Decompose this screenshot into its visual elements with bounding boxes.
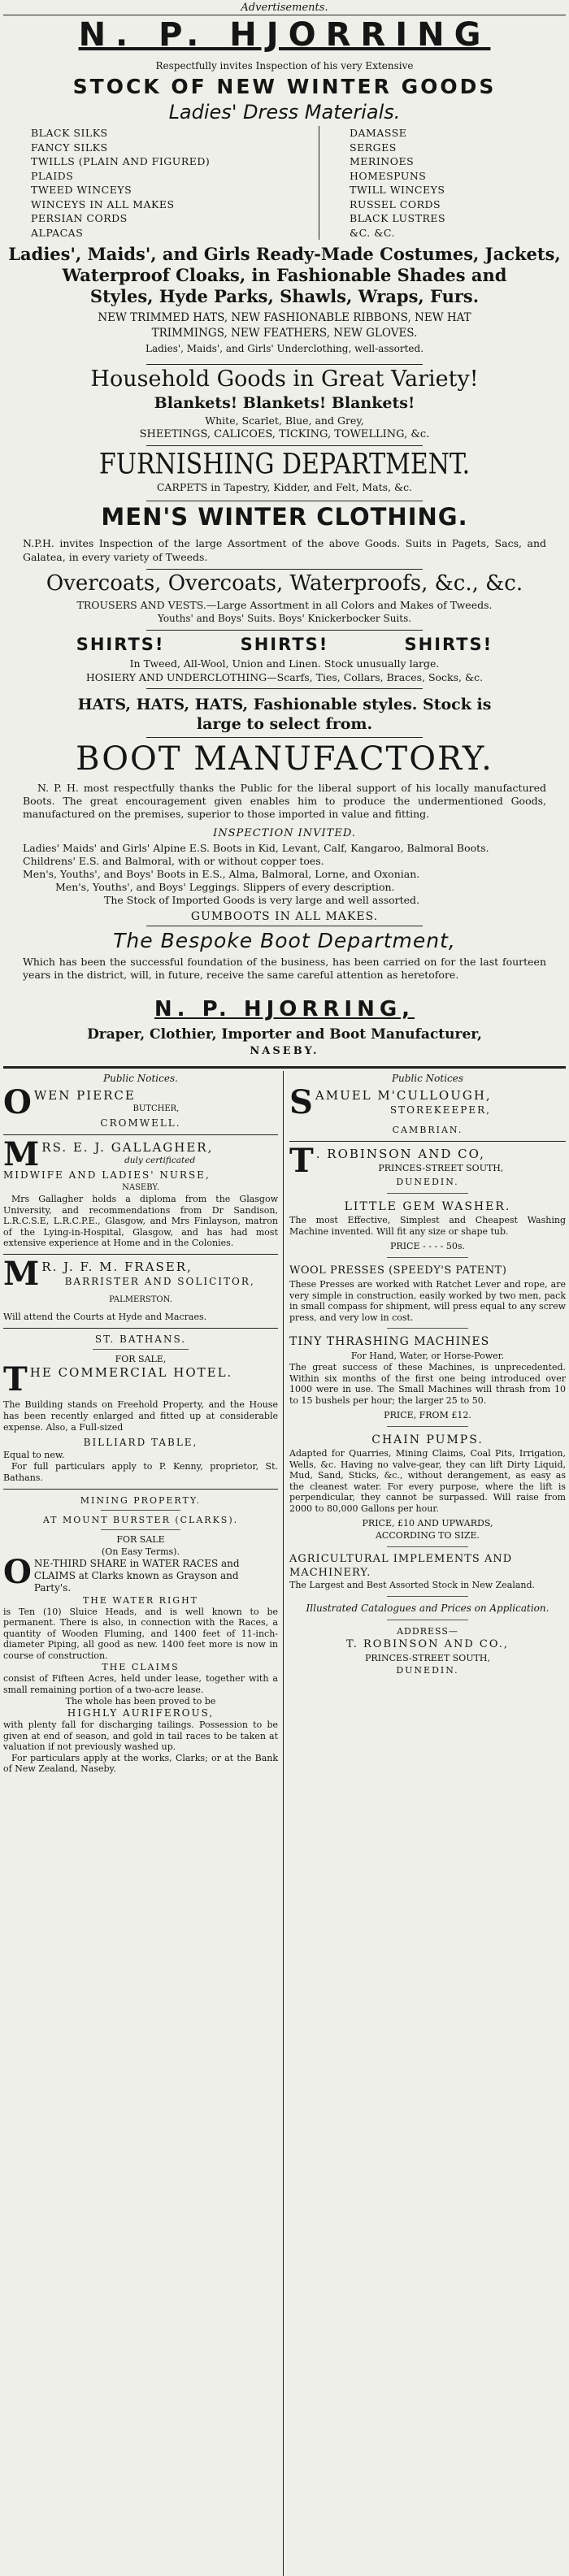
owen-pierce-ad — [3, 1083, 278, 1130]
stock-heading: STOCK OF NEW WINTER GOODS — [72, 75, 497, 98]
drop-cap: M — [3, 1254, 40, 1293]
underclothing-line: Ladies', Maids', and Girls' Underclothing, well-assorted. — [145, 343, 424, 354]
ad-divider — [289, 1141, 566, 1142]
clothing-block — [0, 501, 569, 533]
list-item: DAMASSE — [350, 127, 407, 139]
list-item: TWILL WINCEYS — [350, 184, 445, 196]
address-city: DUNEDIN. — [396, 1664, 459, 1676]
water-right: THE WATER RIGHT — [82, 1594, 199, 1606]
hats-fashion-block — [0, 695, 569, 734]
hotel-place: ST. BATHANS. — [94, 1333, 187, 1345]
equal-line: Equal to new. — [3, 1449, 65, 1460]
clothing-heading: MEN'S WINTER CLOTHING. — [101, 503, 468, 531]
dress-right-list — [350, 126, 545, 240]
gallagher-place: NASEBY. — [122, 1183, 159, 1192]
thrashing-heading: TINY THRASHING MACHINES — [289, 1335, 490, 1348]
left-column-head: Public Notices. — [103, 1073, 178, 1084]
fraser-body: Will attend the Courts at Hyde and Macraes. — [3, 1311, 207, 1322]
thrashing-sub: For Hand, Water, or Horse-Power. — [350, 1351, 505, 1361]
boot-line: Men's, Youths', and Boys' Boots in E.S., Alma, Balmoral, Lorne, and Oxonian. — [23, 868, 420, 880]
blankets-line: Blankets! Blankets! Blankets! — [154, 394, 415, 412]
overcoats-heading: Overcoats, Overcoats, Waterproofs, &c., &c. — [46, 571, 523, 596]
dress-left-list — [31, 126, 291, 240]
robinson-ad — [289, 1142, 566, 1188]
ad-divider — [3, 1328, 278, 1329]
fraser-ad — [3, 1254, 278, 1323]
gumboots-line: GUMBOOTS IN ALL MAKES. — [190, 910, 379, 923]
thrashing-price: PRICE, FROM £12. — [384, 1410, 471, 1420]
mining-heading: MINING PROPERTY. — [80, 1494, 202, 1506]
thrashing-body: The great success of these Machines, is unprecedented. Within six months of the first one being introduced over 1000 were in use. The Small Machines will thrash from 10 to 15 bushels per hour; the larger 25 to 50. — [289, 1362, 566, 1406]
signature-place: NASEBY. — [250, 1045, 319, 1057]
boot-body: N. P. H. most respectfully thanks the Public for the liberal support of his locally manufactured Boots. The great encouragement given enables him to produce the undermentioned Goods, manufactured on the premises, superior to those imported in value and fitting. — [23, 782, 546, 820]
robinson-name: . ROBINSON AND CO, — [315, 1147, 485, 1161]
gallagher-ad — [3, 1135, 278, 1249]
mining-tail: with plenty fall for discharging tailings. Possession to be given at end of season, and gold in tail races to be taken at valuation if not previously washed up. — [3, 1720, 278, 1752]
ready-made-line: Styles, Hyde Parks, Shawls, Wraps, Furs. — [89, 286, 480, 306]
hosiery-line: HOSIERY AND UNDERCLOTHING—Scarfs, Ties, Collars, Braces, Socks, &c. — [85, 671, 484, 683]
section-rule — [146, 630, 423, 631]
mining-ad — [3, 1494, 278, 1775]
hotel-for-sale: FOR SALE, — [115, 1353, 167, 1364]
hats-line: NEW TRIMMED HATS, NEW FASHIONABLE RIBBONS, NEW HAT — [98, 311, 471, 324]
mining-name: NE-THIRD SHARE in WATER RACES and CLAIMS at Clarks known as Grayson and Party's. — [33, 1557, 240, 1594]
auriferous-line: HIGHLY AURIFEROUS, — [67, 1707, 215, 1719]
boot-line: Men's, Youths', and Boys' Leggings. Slippers of every description. — [55, 881, 395, 893]
list-item: RUSSEL CORDS — [350, 197, 441, 210]
address-street: PRINCES-STREET SOUTH, — [364, 1652, 491, 1663]
drop-cap: O — [3, 1552, 32, 1591]
mining-where: AT MOUNT BURSTER (CLARKS). — [42, 1514, 239, 1525]
hotel-ad — [3, 1334, 278, 1484]
double-rule — [3, 1066, 566, 1069]
column-divider — [283, 1071, 284, 2576]
hotel-body: The Building stands on Freehold Property, and the House has been recently enlarged and fitted up at considerable expense. Also, a Full-sized — [3, 1399, 278, 1433]
mccullough-name: AMUEL M'CULLOUGH, — [315, 1088, 492, 1103]
gem-heading: LITTLE GEM WASHER. — [344, 1200, 511, 1213]
hats-fashion-line: HATS, HATS, HATS, Fashionable styles. Stock is — [77, 696, 492, 713]
left-column — [3, 1073, 278, 1775]
pumps-size: ACCORDING TO SIZE. — [375, 1530, 480, 1541]
ad-divider — [387, 1426, 468, 1427]
clothing-body: N.P.H. invites Inspection of the large Assortment of the above Goods. Suits in Pagets, Sacs, and Galatea, in every variety of Tweeds. — [23, 537, 546, 563]
list-item: &C. &C. — [350, 226, 395, 239]
list-item: BLACK LUSTRES — [350, 212, 446, 224]
right-column — [289, 1073, 566, 1676]
ready-made-line: Waterproof Cloaks, in Fashionable Shades and — [62, 265, 507, 285]
owen-trade: BUTCHER, — [132, 1104, 180, 1113]
hats-block — [0, 310, 569, 357]
mining-for-sale: FOR SALE — [116, 1533, 165, 1545]
gallagher-name: RS. E. J. GALLAGHER, — [41, 1140, 214, 1155]
bespoke-body: Which has been the successful foundation of the business, has been carried on for the last fourteen years in the district, will, in future, receive the same careful attention as heretofore. — [23, 956, 546, 981]
ad-divider — [93, 1349, 189, 1350]
overcoats-block — [0, 569, 569, 625]
list-item: FANCY SILKS — [31, 141, 108, 154]
billiard-line: BILLIARD TABLE, — [83, 1436, 198, 1448]
drop-cap: T — [289, 1142, 314, 1180]
owen-place: CROMWELL. — [100, 1117, 181, 1129]
claims-body: consist of Fifteen Acres, held under lease, together with a small remaining portion of a two-acre lease. — [3, 1673, 278, 1695]
fraser-title: BARRISTER AND SOLICITOR, — [64, 1275, 255, 1287]
furnishing-heading: FURNISHING DEPARTMENT. — [98, 448, 471, 481]
drop-cap: S — [289, 1083, 313, 1121]
mccullough-place: CAMBRIAN. — [392, 1125, 463, 1135]
mining-particulars: For particulars apply at the works, Clarks; or at the Bank of New Zealand, Naseby. — [3, 1752, 278, 1774]
drop-cap: O — [3, 1083, 32, 1121]
household-heading: Household Goods in Great Variety! — [90, 366, 479, 392]
catalogues-line: Illustrated Catalogues and Prices on Application. — [306, 1602, 549, 1614]
mining-body: is Ten (10) Sluice Heads, and is well known to be permanent. There is also, in connection with the Races, a quantity of Wooden Fluming, and 1400 feet of 11-inch-diameter Piping, all good as new. 1400 feet more is now in course of construction. — [3, 1606, 278, 1661]
bespoke-heading: The Bespoke Boot Department, — [113, 929, 456, 952]
address-label: ADDRESS— — [397, 1625, 458, 1637]
household-block — [0, 366, 569, 442]
list-item: PLAIDS — [31, 169, 74, 182]
gem-body: The most Effective, Simplest and Cheapest Washing Machine invented. Will fit any size or shape tub. — [289, 1215, 566, 1237]
hats-line: TRIMMINGS, NEW FEATHERS, NEW GLOVES. — [151, 327, 418, 340]
robinson-city: DUNEDIN. — [396, 1177, 459, 1187]
list-item: HOMESPUNS — [350, 169, 427, 182]
list-item: PERSIAN CORDS — [31, 212, 128, 224]
list-item: ALPACAS — [31, 226, 84, 239]
drop-cap: M — [3, 1135, 40, 1173]
list-item: SERGES — [350, 141, 397, 154]
signature-name: N. P. HJORRING, — [154, 997, 415, 1021]
boot-line: Ladies' Maids' and Girls' Alpine E.S. Boots in Kid, Levant, Calf, Kangaroo, Balmoral Boots. — [23, 842, 489, 854]
invite-line: Respectfully invites Inspection of his very Extensive — [155, 60, 414, 72]
pumps-body: Adapted for Quarries, Mining Claims, Coal Pits, Irrigation, Wells, &c. Having no valve-gear, they can lift Dirty Liquid, Mud, Sand, Sticks, &c., without derangement, as easy as the cleanest water. For every purpose, where the lift is perpendicular, they cannot be surpassed. Will raise from 2000 to 80,000 Gallons per hour. — [289, 1448, 566, 1514]
robinson-street: PRINCES-STREET SOUTH, — [378, 1163, 504, 1173]
mccullough-ad — [289, 1083, 566, 1136]
ad-divider — [387, 1257, 468, 1258]
boot-lines — [23, 842, 546, 907]
mining-terms: (On Easy Terms). — [102, 1546, 180, 1557]
presses-heading: WOOL PRESSES (SPEEDY'S PATENT) — [289, 1264, 507, 1277]
ad-divider — [101, 1510, 180, 1511]
mccullough-trade: STOREKEEPER, — [389, 1104, 491, 1116]
masthead: Advertisements. — [241, 2, 328, 14]
ad-divider — [3, 1254, 278, 1255]
youths-line: Youths' and Boys' Suits. Boys' Knickerbocker Suits. — [157, 613, 412, 624]
list-item: BLACK SILKS — [31, 127, 108, 139]
list-item: TWEED WINCEYS — [31, 184, 132, 196]
ad-divider — [3, 1489, 278, 1490]
list-item: WINCEYS IN ALL MAKES — [31, 197, 175, 210]
fraser-name: R. J. F. M. FRASER, — [41, 1259, 193, 1274]
furnishing-block — [0, 449, 569, 494]
dress-heading: Ladies' Dress Materials. — [168, 101, 401, 124]
presses-body: These Presses are worked with Ratchet Lever and rope, are very simple in construction, easily worked by two men, pack in small compass for shipment, will press equal to any screw press, and very low in cost. — [289, 1279, 566, 1323]
sheetings-line: SHEETINGS, CALICOES, TICKING, TOWELLING, &c. — [139, 428, 430, 440]
gallagher-body: Mrs Gallagher holds a diploma from the Glasgow University, and recommendations from Dr Sandison, L.R.C.S.E, L.R.C.P.E., Glasgow, and Mrs Finlayson, matron of the Lying-in-Hospital, Glasgow, and has had most extensive experience at Home and in the Colonies. — [3, 1194, 278, 1248]
gallagher-cert: duly certificated — [124, 1156, 196, 1165]
agri-body: The Largest and Best Assorted Stock in New Zealand. — [289, 1580, 536, 1590]
hotel-name: HE COMMERCIAL HOTEL. — [29, 1364, 233, 1380]
ready-made-line: Ladies', Maids', and Girls Ready-Made Costumes, Jackets, — [8, 244, 561, 264]
carpets-line: CARPETS in Tapestry, Kidder, and Felt, Mats, &c. — [156, 481, 413, 493]
fraser-place: PALMERSTON. — [109, 1295, 172, 1304]
ad-divider — [387, 1596, 468, 1597]
hats-fashion-line: large to select from. — [196, 715, 373, 733]
blanket-colors: White, Scarlet, Blue, and Grey, — [205, 414, 364, 427]
gem-price: PRICE - - - - 50s. — [390, 1241, 465, 1251]
pumps-price: PRICE, £10 AND UPWARDS, — [362, 1518, 493, 1529]
claims-heading: THE CLAIMS — [102, 1662, 180, 1672]
boot-line: Childrens' E.S. and Balmoral, with or without copper toes. — [23, 855, 324, 867]
trousers-line: TROUSERS AND VESTS.—Large Assortment in all Colors and Makes of Tweeds. — [76, 599, 493, 611]
shirts-line: In Tweed, All-Wool, Union and Linen. Stock unusually large. — [129, 657, 440, 670]
hotel-particulars: For full particulars apply to P. Kenny, proprietor, St. Bathans. — [3, 1460, 278, 1483]
ad-divider — [387, 1328, 468, 1329]
signature-trade: Draper, Clothier, Importer and Boot Manufacturer, — [87, 1026, 482, 1043]
list-item: MERINOES — [350, 155, 415, 167]
address-name: T. ROBINSON AND CO., — [345, 1637, 510, 1650]
boot-line: The Stock of Imported Goods is very large and well assorted. — [104, 894, 420, 906]
section-rule — [146, 688, 423, 689]
ad-divider — [3, 1134, 278, 1135]
pumps-heading: CHAIN PUMPS. — [371, 1433, 484, 1446]
agri-heading: AGRICULTURAL IMPLEMENTS AND MACHINERY. — [289, 1553, 513, 1579]
ad-divider — [101, 1529, 180, 1530]
firm-name: N. P. HJORRING — [78, 16, 491, 54]
proven-line: The whole has been proved to be — [65, 1696, 216, 1706]
ad-divider — [387, 1546, 468, 1547]
ready-made-block — [0, 244, 569, 307]
gallagher-title: MIDWIFE AND LADIES' NURSE, — [3, 1169, 211, 1181]
boot-heading: BOOT MANUFACTORY. — [76, 740, 493, 778]
section-rule — [146, 364, 423, 365]
inspection-line: INSPECTION INVITED. — [213, 827, 356, 839]
owen-name: WEN PIERCE — [33, 1088, 136, 1103]
right-column-head: Public Notices — [391, 1073, 464, 1084]
drop-cap: T — [3, 1360, 28, 1399]
shirts-heading: SHIRTS! SHIRTS! SHIRTS! — [76, 635, 493, 654]
ad-divider — [387, 1193, 468, 1194]
shirts-block — [0, 632, 569, 684]
section-rule — [146, 737, 423, 738]
list-item: TWILLS (PLAIN AND FIGURED) — [31, 155, 211, 167]
